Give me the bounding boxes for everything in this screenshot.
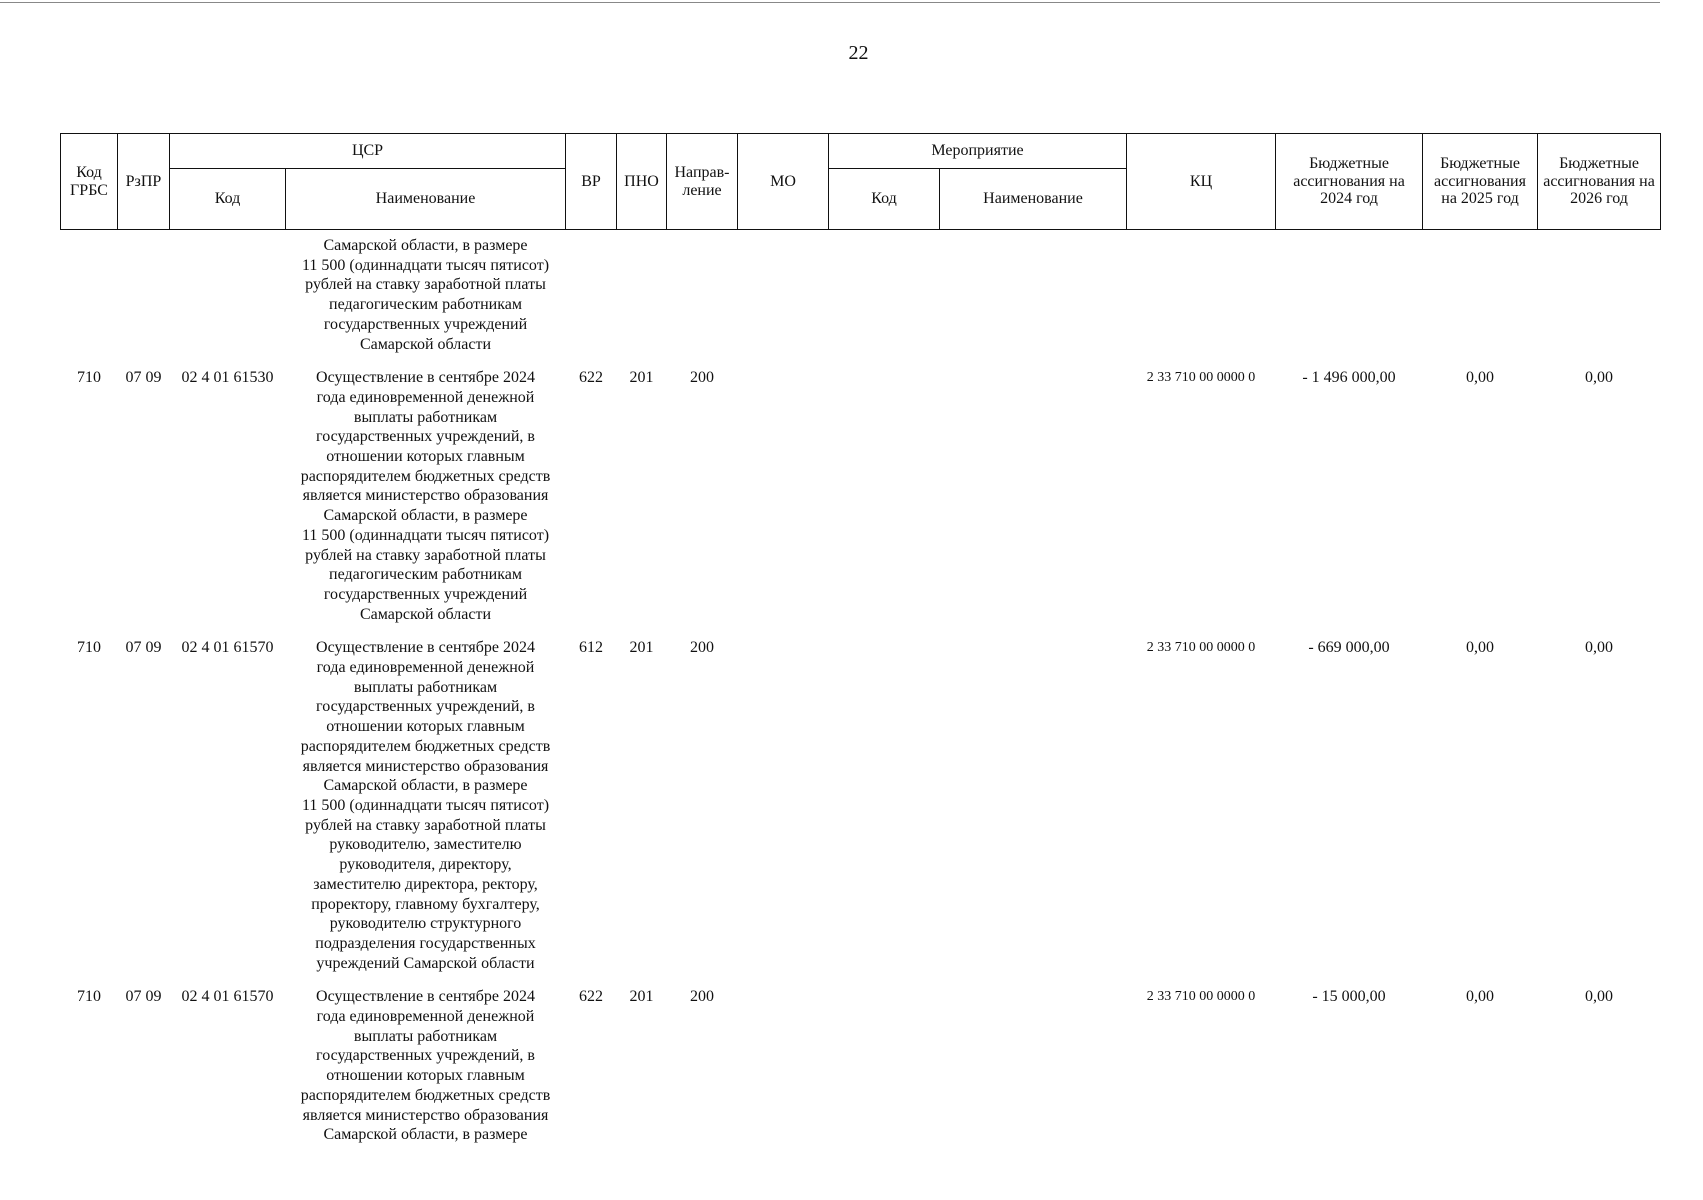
cell-napravlenie: 200 xyxy=(690,988,714,1006)
page-number: 22 xyxy=(848,42,869,64)
cell-name: Осуществление в сентябре 2024 года единовременной денежной выплаты работникам государственных учреждений, в отношении которых главным распорядителем бюджетных средств является министерство образования Самарской области, в размере 11 500 (одиннадцати тысяч пятисот) рублей на ставку заработной платы руководителю, заместителю руководителя, директору, заместителю директора, ректору, проректору, главному бухгалтеру, руководителю структурного подразделения государственных учреждений Самарской области xyxy=(300,639,551,972)
budget-table xyxy=(60,133,1661,1159)
cell-csr-kod: 02 4 01 61570 xyxy=(181,639,274,657)
cell-budget-2026: 0,00 xyxy=(1585,988,1614,1006)
cell-kc: 2 33 710 00 0000 0 xyxy=(1146,640,1256,656)
cell-kc: 2 33 710 00 0000 0 xyxy=(1146,989,1256,1005)
cell-grbs: 710 xyxy=(77,988,101,1006)
cell-mer-name xyxy=(940,638,1127,987)
cell-name: Осуществление в сентябре 2024 года единовременной денежной выплаты работникам государственных учреждений, в отношении которых главным распорядителем бюджетных средств является министерство образования Самарской области, в размере xyxy=(300,988,551,1144)
cell-budget-2026: 0,00 xyxy=(1585,639,1614,657)
table-row xyxy=(61,638,1661,987)
cell-budget-2024: - 669 000,00 xyxy=(1308,639,1390,657)
cell-mer-name xyxy=(940,987,1127,1159)
cell-kc: 2 33 710 00 0000 0 xyxy=(1146,370,1256,386)
cell-budget-2025: 0,00 xyxy=(1466,988,1495,1006)
col-header-mer-name: Наименование xyxy=(940,169,1127,230)
cell-budget-2026: 0,00 xyxy=(1585,369,1614,387)
cell-rzpr: 07 09 xyxy=(125,988,162,1006)
cell-rzpr: 07 09 xyxy=(125,639,162,657)
cell-budget-2024: - 15 000,00 xyxy=(1312,988,1386,1006)
cell-vr: 612 xyxy=(579,639,603,657)
scan-top-edge xyxy=(0,2,1660,3)
col-header-mer-kod: Код xyxy=(829,169,940,230)
cell-pno: 201 xyxy=(629,639,654,657)
cell-mer-kod xyxy=(829,638,940,987)
col-header-budget-2024: Бюджетные ассигнования на 2024 год xyxy=(1276,134,1423,230)
cell-napravlenie: 200 xyxy=(690,369,714,387)
col-header-meropriyatie: Мероприятие xyxy=(829,134,1127,169)
cell-mer-kod xyxy=(829,368,940,638)
cell-budget-2025: 0,00 xyxy=(1466,369,1495,387)
col-header-kod-grbs: Код ГРБС xyxy=(61,134,118,230)
col-header-csr-kod: Код xyxy=(170,169,286,230)
cell-mo xyxy=(738,638,829,987)
cell-mer-name xyxy=(940,368,1127,638)
col-header-csr: ЦСР xyxy=(170,134,566,169)
col-header-pno: ПНО xyxy=(617,134,667,230)
cell-napravlenie: 200 xyxy=(690,639,714,657)
cell-mer-kod xyxy=(829,987,940,1159)
table-row xyxy=(61,368,1661,638)
cell-csr-kod: 02 4 01 61530 xyxy=(181,369,274,387)
cell-name: Самарской области, в размере 11 500 (одиннадцати тысяч пятисот) рублей на ставку заработной платы педагогическим работникам государственных учреждений Самарской области xyxy=(301,237,550,353)
cell-budget-2024: - 1 496 000,00 xyxy=(1302,369,1396,387)
col-header-kc: КЦ xyxy=(1127,134,1276,230)
cell-pno: 201 xyxy=(629,988,654,1006)
cell-pno: 201 xyxy=(629,369,654,387)
table-header xyxy=(61,134,1661,230)
table-row-continuation xyxy=(61,230,1661,369)
cell-mo xyxy=(738,368,829,638)
table-row xyxy=(61,987,1661,1159)
col-header-mo: МО xyxy=(738,134,829,230)
cell-grbs: 710 xyxy=(77,369,101,387)
cell-budget-2025: 0,00 xyxy=(1466,639,1495,657)
cell-name: Осуществление в сентябре 2024 года единовременной денежной выплаты работникам государственных учреждений, в отношении которых главным распорядителем бюджетных средств является министерство образования Самарской области, в размере 11 500 (одиннадцати тысяч пятисот) рублей на ставку заработной платы педагогическим работникам государственных учреждений Самарской области xyxy=(300,369,551,623)
col-header-napravlenie: Направ-ление xyxy=(667,134,738,230)
col-header-budget-2025: Бюджетные ассигнования на 2025 год xyxy=(1423,134,1538,230)
cell-vr: 622 xyxy=(579,988,603,1006)
cell-vr: 622 xyxy=(579,369,603,387)
col-header-csr-name: Наименование xyxy=(286,169,566,230)
col-header-vr: ВР xyxy=(566,134,617,230)
cell-grbs: 710 xyxy=(77,639,101,657)
col-header-rzpr: РзПР xyxy=(118,134,170,230)
cell-rzpr: 07 09 xyxy=(125,369,162,387)
cell-csr-kod: 02 4 01 61570 xyxy=(181,988,274,1006)
cell-mo xyxy=(738,987,829,1159)
col-header-budget-2026: Бюджетные ассигнования на 2026 год xyxy=(1538,134,1661,230)
